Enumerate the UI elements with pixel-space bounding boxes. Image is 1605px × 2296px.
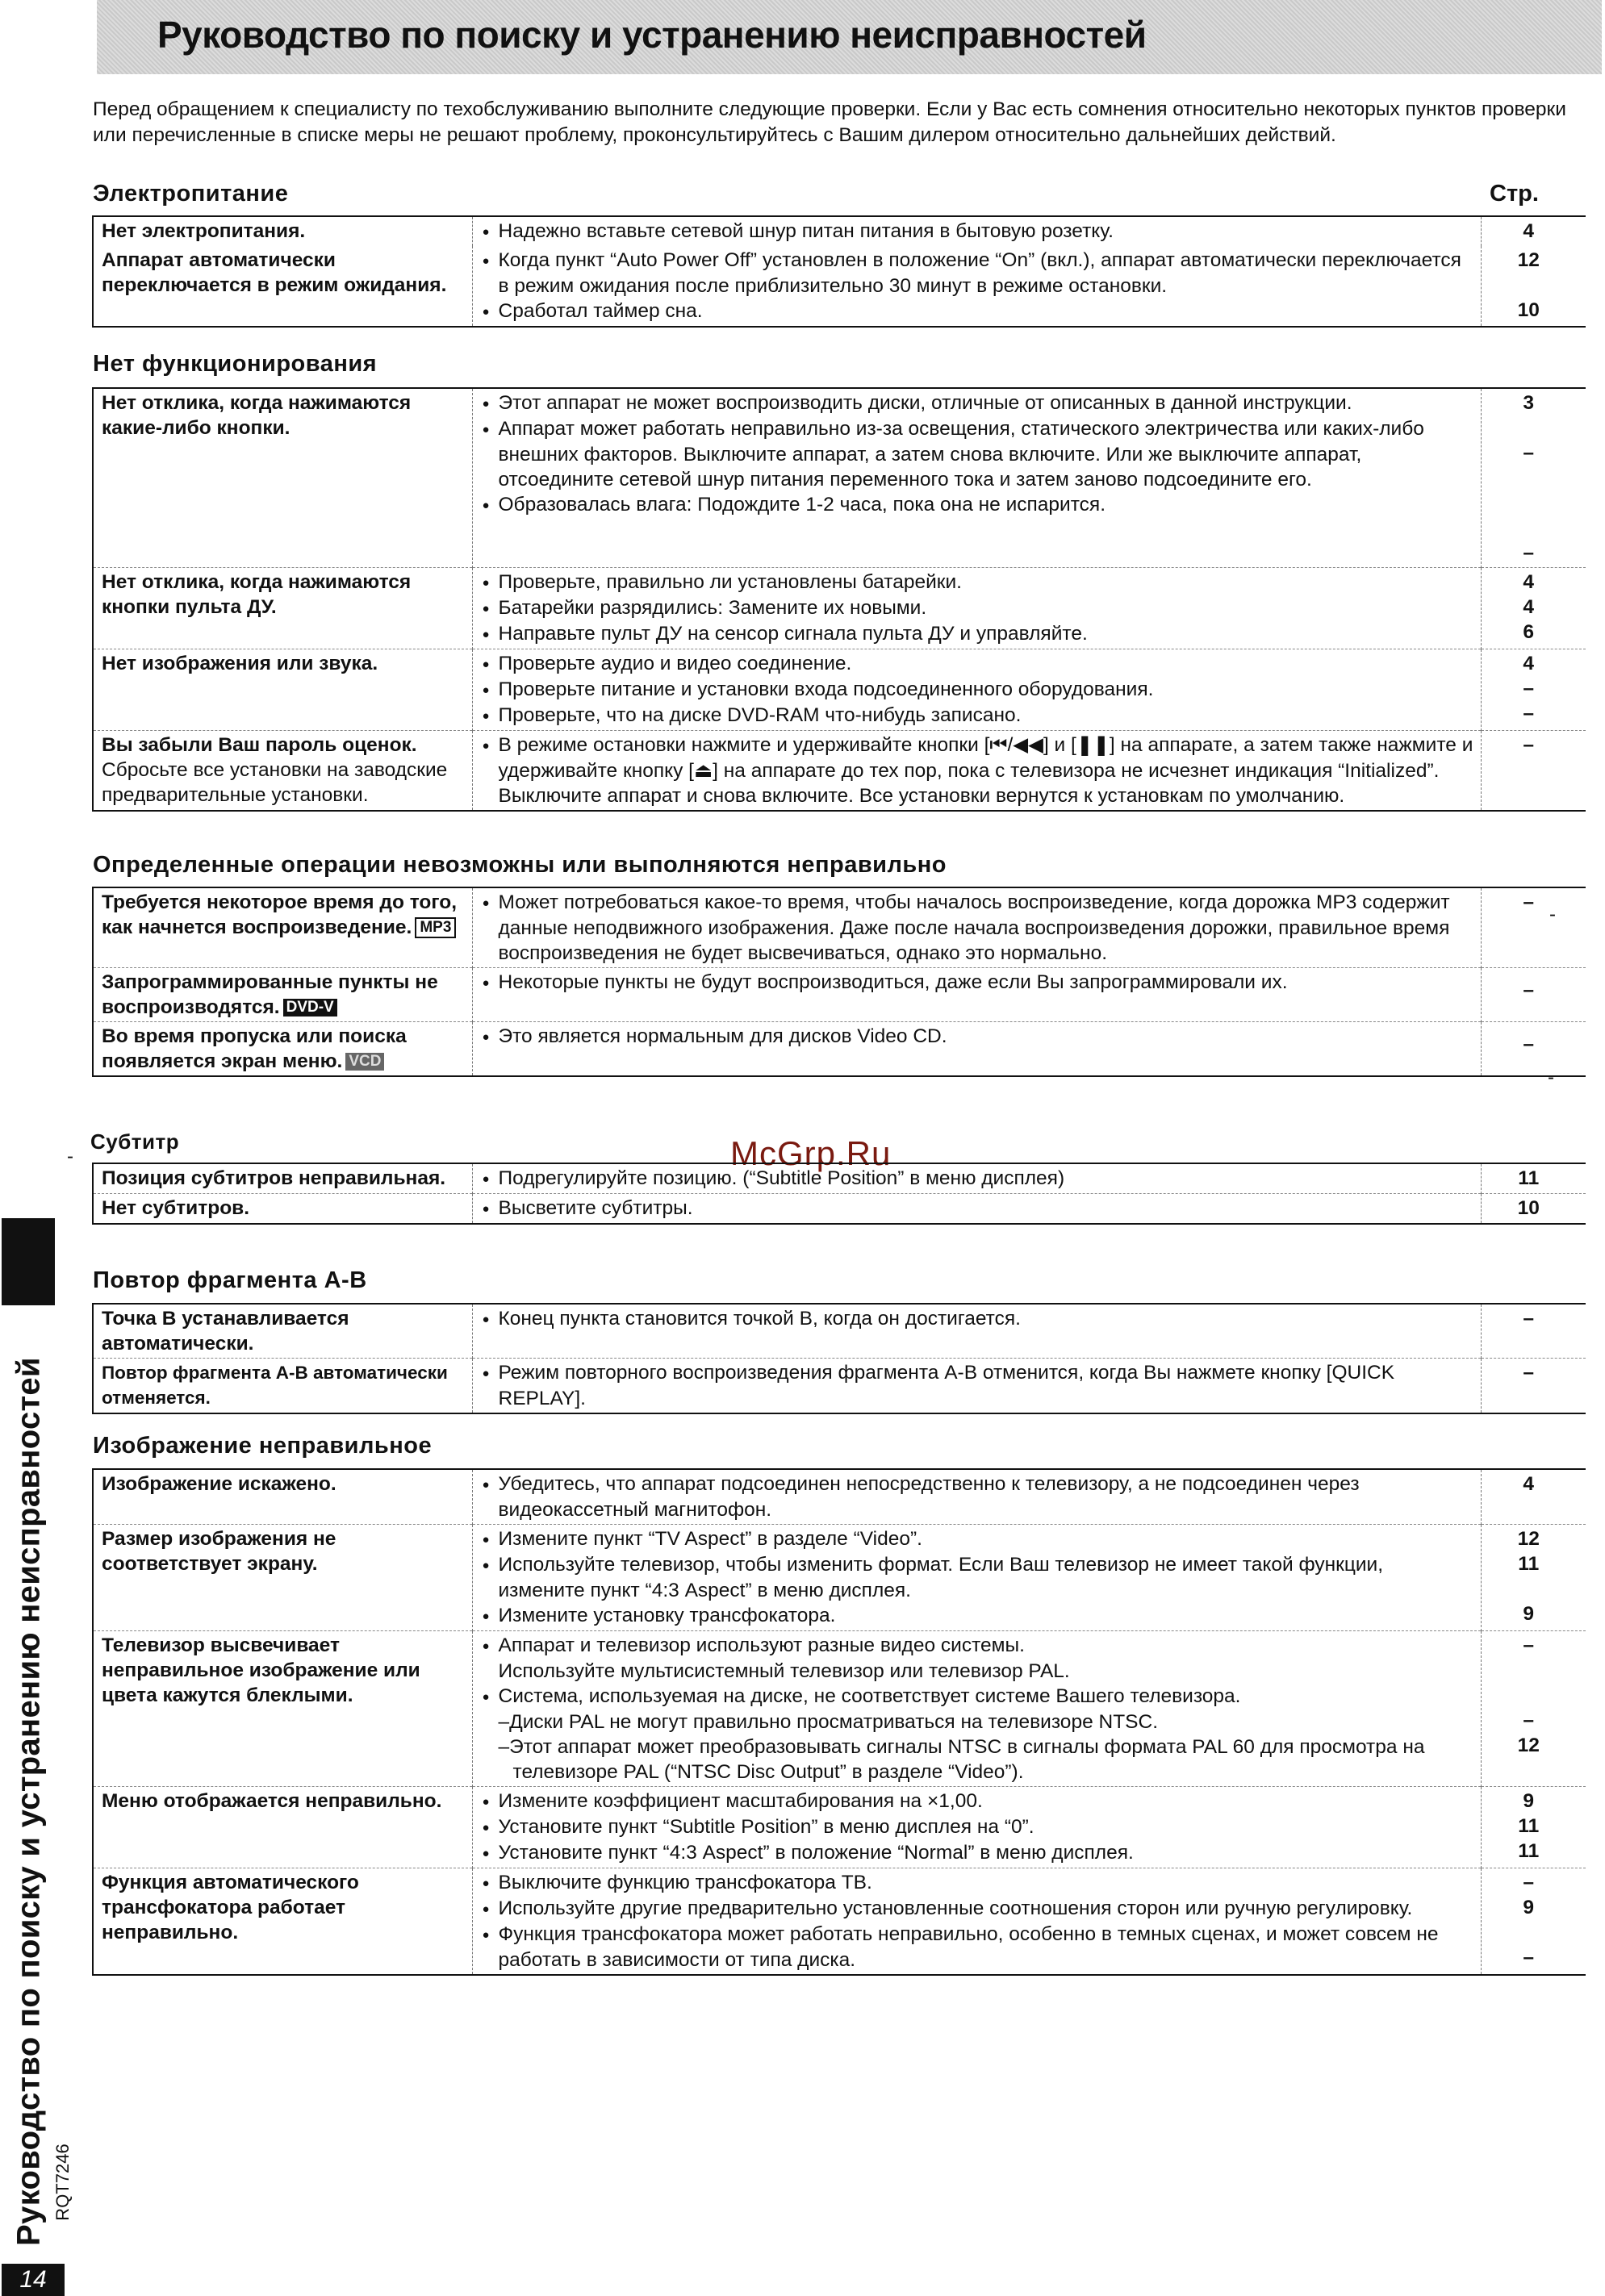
bullet-icon — [483, 1814, 499, 1840]
bullet-icon — [483, 733, 499, 758]
stray-mark: - — [67, 1146, 73, 1167]
solution-cell — [472, 731, 1481, 812]
table-row — [93, 649, 1586, 731]
solution-cell — [472, 1304, 1481, 1359]
problem-cell: Нет электропитания. — [93, 216, 472, 246]
solution-item: ●Измените пункт “TV Aspect” в разделе “Video”. — [483, 1526, 1474, 1552]
solution-item: ●Выключите функцию трансфокатора ТВ. — [483, 1870, 1474, 1896]
bullet-icon — [483, 890, 499, 916]
table-row — [93, 1022, 1586, 1077]
solution-item: ●Система, используемая на диске, не соответствует системе Вашего телевизора. — [483, 1684, 1474, 1709]
bullet-icon — [483, 651, 499, 677]
solution-item: ●В режиме остановки нажмите и удерживайте кнопки [⏮/◀◀] и [❚❚] на аппарате, а затем также нажмите и удерживайте кнопку [⏏] на аппарате до тех пор, пока с телевизора не исчезнет индикация “Initialized”. Выключите аппарат и снова включите. Все установки вернутся к установкам по умолчанию. — [483, 733, 1474, 808]
table-row — [93, 1304, 1586, 1359]
table-power — [92, 215, 1586, 328]
table-row — [93, 1163, 1586, 1194]
problem-cell: Требуется некоторое время до того, как начнется воспроизведение. MP3 — [93, 887, 472, 968]
section-title-operations: Определенные операции невозможны или выполняются неправильно — [93, 852, 947, 878]
problem-cell: Позиция субтитров неправильная. — [93, 1163, 472, 1194]
bullet-icon — [483, 1196, 499, 1221]
page-cell: 11 — [1518, 1167, 1540, 1189]
table-row — [93, 1194, 1586, 1225]
bullet-icon — [483, 416, 499, 442]
solution-cell — [472, 887, 1481, 968]
problem-cell: Запрограммированные пункты не воспроизводятся. DVD-V — [93, 968, 472, 1022]
solution-item: ●Это является нормальным для дисков Video CD. — [483, 1024, 1474, 1050]
section-title-subtitle: Субтитр — [90, 1129, 180, 1154]
bullet-icon — [483, 1552, 499, 1578]
bullet-icon — [483, 492, 499, 518]
bullet-icon — [483, 248, 499, 273]
problem-cell: Телевизор высвечивает неправильное изображение или цвета кажутся блеклыми. — [93, 1631, 472, 1787]
table-ab-repeat — [92, 1303, 1586, 1414]
solution-item: ● Подрегулируйте позицию. (“Subtitle Position” в меню дисплея) — [483, 1166, 1474, 1192]
solution-item: ●Установите пункт “4:3 Aspect” в положение “Normal” в меню дисплея. — [483, 1840, 1474, 1866]
page-cell: 9 11 11 — [1481, 1787, 1586, 1868]
side-section-label: Руководство по поиску и устранению неисправностей — [10, 1357, 47, 2246]
solution-cell — [472, 1022, 1481, 1077]
solution-cell — [472, 388, 1481, 568]
solution-cell — [472, 246, 1481, 327]
problem-cell: Функция автоматического трансфокатора работает неправильно. — [93, 1868, 472, 1976]
bullet-icon — [483, 1306, 499, 1332]
solution-cell — [472, 216, 1481, 246]
page-cell: 4 – – — [1481, 649, 1586, 731]
bullet-icon — [483, 595, 499, 621]
solution-subitem: –Диски PAL не могут правильно просматриваться на телевизоре NTSC. — [498, 1711, 1158, 1733]
problem-cell: Нет отклика, когда нажимаются какие-либо кнопки. — [93, 388, 472, 568]
bullet-icon — [483, 1789, 499, 1814]
problem-cell: Нет изображения или звука. — [93, 649, 472, 731]
page-cell: 12 10 — [1517, 249, 1540, 321]
solution-item: ●Конец пункта становится точкой В, когда он достигается. — [483, 1306, 1474, 1332]
problem-cell: Размер изображения не соответствует экрану. — [93, 1525, 472, 1631]
table-row — [93, 388, 1586, 568]
table-row — [93, 1525, 1586, 1631]
problem-cell: Нет субтитров. — [93, 1194, 472, 1225]
table-row — [93, 1868, 1586, 1976]
bullet-icon — [483, 1526, 499, 1552]
page-cell: – – 12 — [1481, 1631, 1586, 1787]
bullet-icon — [483, 1684, 499, 1709]
bullet-icon — [483, 390, 499, 416]
page-cell: – — [1481, 731, 1586, 812]
table-row — [93, 1469, 1586, 1525]
solution-cell — [472, 1631, 1481, 1787]
page-cell: – — [1481, 968, 1586, 1022]
table-row — [93, 216, 1586, 246]
solution-cell — [472, 1359, 1481, 1414]
solution-item: ●Когда пункт “Auto Power Off” установлен в положение “On” (вкл.), аппарат автоматически переключается в режим ожидания после приблизительно 30 минут в режиме остановки. — [483, 248, 1474, 298]
section-title-no-operation: Нет функционирования — [93, 351, 378, 377]
stray-mark: - — [1548, 1067, 1554, 1088]
solution-item: ●Измените установку трансфокатора. — [483, 1603, 1474, 1629]
solution-cell — [472, 1194, 1481, 1225]
solution-cell — [472, 1787, 1481, 1868]
solution-item: ●Функция трансфокатора может работать неправильно, особенно в темных сценах, и может совсем не работать в зависимости от типа диска. — [483, 1922, 1474, 1972]
solution-subitem: –Этот аппарат может преобразовывать сигналы NTSC в сигналы формата PAL 60 для просмотра на телевизоре PAL (“NTSC Disc Output” в разделе “Video”). — [498, 1736, 1425, 1783]
intro-text: Перед обращением к специалисту по техобслуживанию выполните следующие проверки. Если у Вас есть сомнения относительно некоторых пунктов проверки или перечисленные в списке меры не решают проблему, проконсультируйтесь с Вашим дилером относительно дальнейших действий. — [93, 98, 1566, 146]
solution-item: ● Надежно вставьте сетевой шнур питан питания в бытовую розетку. — [483, 219, 1474, 244]
solution-item: ●Направьте пульт ДУ на сенсор сигнала пульта ДУ и управляйте. — [483, 621, 1474, 647]
table-subtitle — [92, 1163, 1586, 1225]
table-row — [93, 731, 1586, 812]
page-cell: – — [1481, 1359, 1586, 1414]
dvd-v-tag: DVD-V — [283, 999, 337, 1017]
solution-cell — [472, 568, 1481, 649]
solution-cell — [472, 649, 1481, 731]
bullet-icon — [483, 1472, 499, 1497]
problem-cell: Повтор фрагмента А-В автоматически отменяется. — [93, 1359, 472, 1414]
section-title-power: Электропитание — [93, 181, 289, 207]
solution-item: ●Некоторые пункты не будут воспроизводиться, даже если Вы запрограммировали их. — [483, 970, 1474, 996]
page-cell: 10 — [1481, 1194, 1586, 1225]
solution-item: ●Может потребоваться какое-то время, чтобы началось воспроизведение, когда дорожка MP3 содержит данные неподвижного изображения. Даже после начала воспроизведения дорожки, правильное время воспроизведения не будет высвечиваться, однако это нормально. — [483, 890, 1474, 966]
solution-item: ●Образовалась влага: Подождите 1-2 часа, пока она не испарится. — [483, 492, 1474, 518]
page-cell: – 9 – — [1481, 1868, 1586, 1976]
bullet-icon — [483, 1840, 499, 1866]
bullet-icon — [483, 1922, 499, 1947]
bullet-icon — [483, 1360, 499, 1386]
problem-note: Сбросьте все установки на заводские предварительные установки. — [102, 759, 448, 806]
section-title-ab-repeat: Повтор фрагмента А-В — [93, 1267, 367, 1293]
table-row — [93, 1631, 1586, 1787]
table-row — [93, 568, 1586, 649]
solution-item: ●Используйте другие предварительно установленные соотношения сторон или ручную регулировку. — [483, 1896, 1474, 1922]
table-row — [93, 1359, 1586, 1414]
bullet-icon — [483, 621, 499, 647]
problem-cell: Вы забыли Ваш пароль оценок. Сбросьте все установки на заводские предварительные установки. — [93, 731, 472, 812]
solution-item: ●Используйте телевизор, чтобы изменить формат. Если Ваш телевизор не имеет такой функции, измените пункт “4:3 Aspect” в меню дисплея. — [483, 1552, 1474, 1603]
solution-item: ●Батарейки разрядились: Замените их новыми. — [483, 595, 1474, 621]
page-cell: 3 – – — [1523, 392, 1535, 564]
page-cell: 12 11 9 — [1481, 1525, 1586, 1631]
table-no-operation — [92, 387, 1586, 812]
solution-item: ● Высветите субтитры. — [483, 1196, 1474, 1221]
bullet-icon — [483, 1896, 499, 1922]
bullet-icon — [483, 570, 499, 595]
solution-item: ●Режим повторного воспроизведения фрагмента А-В отменится, когда Вы нажмете кнопку [QUICK REPLAY]. — [483, 1360, 1474, 1411]
bullet-icon — [483, 219, 499, 244]
bullet-icon — [483, 1166, 499, 1192]
section-title-picture: Изображение неправильное — [93, 1433, 433, 1459]
table-row — [93, 246, 1586, 327]
page-cell: 4 4 6 — [1481, 568, 1586, 649]
page-cell: 4 — [1523, 220, 1535, 242]
solution-item: ●Проверьте, правильно ли установлены батарейки. — [483, 570, 1474, 595]
page-column-header: Стр. — [1490, 181, 1539, 207]
page-cell: – — [1523, 1308, 1535, 1330]
bullet-icon — [483, 298, 499, 324]
bullet-icon — [483, 1633, 499, 1659]
solution-subitem: Используйте мультисистемный телевизор или телевизор PAL. — [498, 1660, 1070, 1682]
page-cell: – — [1481, 1022, 1586, 1077]
table-picture — [92, 1468, 1586, 1976]
page-cell: 4 — [1523, 1473, 1535, 1495]
bullet-icon — [483, 970, 499, 996]
table-row — [93, 887, 1586, 968]
bullet-icon — [483, 703, 499, 728]
solution-item: ●Аппарат и телевизор используют разные видео системы. — [483, 1633, 1474, 1659]
problem-cell: Аппарат автоматически переключается в режим ожидания. — [93, 246, 472, 327]
problem-cell: Изображение искажено. — [93, 1469, 472, 1525]
vcd-tag: VCD — [345, 1053, 384, 1071]
solution-cell — [472, 1868, 1481, 1976]
problem-cell: Меню отображается неправильно. — [93, 1787, 472, 1868]
solution-item: ●Проверьте питание и установки входа подсоединенного оборудования. — [483, 677, 1474, 703]
solution-item: ● Убедитесь, что аппарат подсоединен непосредственно к телевизору, а не подсоединен через видеокассетный магнитофон. — [483, 1472, 1474, 1522]
bullet-icon — [483, 677, 499, 703]
solution-cell — [472, 1525, 1481, 1631]
page-number: 14 — [2, 2264, 65, 2296]
solution-item: ● Проверьте аудио и видео соединение. — [483, 651, 1474, 677]
problem-cell: Во время пропуска или поиска появляется экран меню. VCD — [93, 1022, 472, 1077]
table-row — [93, 1787, 1586, 1868]
solution-item: ●Сработал таймер сна. — [483, 298, 1474, 324]
stray-mark: - — [1549, 904, 1556, 925]
solution-item: ● Измените коэффициент масштабирования на ×1,00. — [483, 1789, 1474, 1814]
problem-cell: Точка В устанавливается автоматически. — [93, 1304, 472, 1359]
problem-cell: Нет отклика, когда нажимаются кнопки пульта ДУ. — [93, 568, 472, 649]
mp3-tag: MP3 — [415, 917, 456, 938]
solution-item: ●Проверьте, что на диске DVD-RAM что-нибудь записано. — [483, 703, 1474, 728]
solution-item: ●Установите пункт “Subtitle Position” в меню дисплея на “0”. — [483, 1814, 1474, 1840]
solution-cell — [472, 1163, 1481, 1194]
bullet-icon — [483, 1870, 499, 1896]
bullet-icon — [483, 1024, 499, 1050]
watermark: McGrp.Ru — [730, 1134, 892, 1172]
page-title: Руководство по поиску и устранению неисправностей — [157, 14, 1147, 56]
model-code: RQT7246 — [52, 2144, 73, 2221]
solution-cell — [472, 1469, 1481, 1525]
solution-item: ●Этот аппарат не может воспроизводить диски, отличные от описанных в данной инструкции. — [483, 390, 1474, 416]
solution-item: ●Аппарат может работать неправильно из-за освещения, статического электричества или каких-либо внешних факторов. Выключите аппарат, а затем снова включите. Или же выключите аппарат, отсоедините сетевой шнур питания переменного тока и затем заново подсоедините его. — [483, 416, 1474, 492]
table-row — [93, 968, 1586, 1022]
page-cell: – — [1523, 891, 1535, 913]
solution-cell — [472, 968, 1481, 1022]
table-operations — [92, 887, 1586, 1077]
side-tab-marker — [2, 1218, 55, 1305]
bullet-icon — [483, 1603, 499, 1629]
